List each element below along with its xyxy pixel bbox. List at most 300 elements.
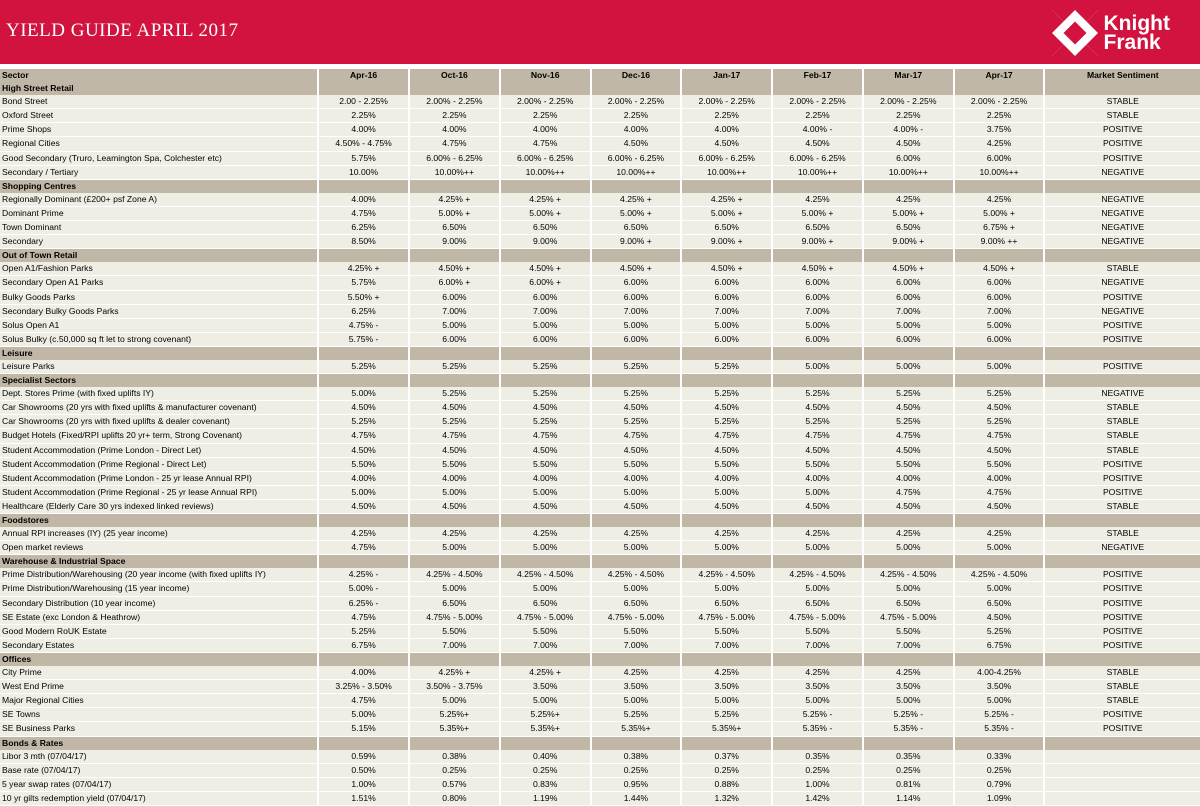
sector-name-cell: SE Business Parks bbox=[0, 722, 319, 735]
yield-cell: 5.25% bbox=[955, 415, 1046, 428]
yield-cell: 4.50% + bbox=[410, 262, 501, 275]
yield-cell: 4.25% + bbox=[501, 666, 592, 679]
section-cell bbox=[955, 347, 1046, 360]
yield-cell: 5.00% bbox=[864, 541, 955, 554]
section-cell bbox=[955, 514, 1046, 527]
header-banner bbox=[0, 0, 1200, 64]
yield-cell: 6.50% bbox=[682, 597, 773, 610]
table-row bbox=[0, 611, 1200, 625]
yield-cell: 10.00% bbox=[319, 166, 410, 179]
yield-cell: 5.25% - bbox=[955, 708, 1046, 721]
yield-cell: 0.25% bbox=[410, 764, 501, 777]
sentiment-cell: POSITIVE bbox=[1045, 472, 1200, 485]
yield-cell: 6.00% bbox=[410, 291, 501, 304]
sentiment-cell: STABLE bbox=[1045, 694, 1200, 707]
sector-name-cell: Base rate (07/04/17) bbox=[0, 764, 319, 777]
section-header-row bbox=[0, 374, 1200, 387]
table-row bbox=[0, 207, 1200, 221]
section-cell bbox=[864, 555, 955, 568]
column-header: Apr-16 bbox=[319, 69, 410, 82]
section-cell bbox=[319, 737, 410, 750]
table-row bbox=[0, 415, 1200, 429]
yield-cell: 6.00% bbox=[955, 333, 1046, 346]
yield-cell: 4.75% bbox=[319, 429, 410, 442]
section-cell bbox=[501, 514, 592, 527]
section-cell bbox=[773, 737, 864, 750]
yield-cell: 4.25% + bbox=[682, 193, 773, 206]
section-cell bbox=[682, 514, 773, 527]
sector-name-cell: Solus Bulky (c.50,000 sq ft let to strong covenant) bbox=[0, 333, 319, 346]
yield-cell: 6.00% bbox=[864, 291, 955, 304]
sector-name-cell: Budget Hotels (Fixed/RPI uplifts 20 yr+ term, Strong Covenant) bbox=[0, 429, 319, 442]
yield-cell: 6.00% bbox=[592, 291, 683, 304]
section-header-row bbox=[0, 653, 1200, 666]
yield-cell: 6.00% bbox=[682, 333, 773, 346]
section-cell bbox=[955, 555, 1046, 568]
yield-cell: 5.75% - bbox=[319, 333, 410, 346]
yield-cell: 4.50% bbox=[682, 500, 773, 513]
sector-name-cell: West End Prime bbox=[0, 680, 319, 693]
section-cell bbox=[410, 737, 501, 750]
yield-cell: 5.00% bbox=[682, 486, 773, 499]
yield-cell: 0.25% bbox=[955, 764, 1046, 777]
yield-cell: 9.00% + bbox=[592, 235, 683, 248]
column-header: Apr-17 bbox=[955, 69, 1046, 82]
yield-cell: 4.75% bbox=[955, 429, 1046, 442]
column-header: Mar-17 bbox=[864, 69, 955, 82]
section-cell bbox=[955, 737, 1046, 750]
sector-name-cell: Secondary Estates bbox=[0, 639, 319, 652]
table-row bbox=[0, 444, 1200, 458]
yield-cell: 2.25% bbox=[773, 109, 864, 122]
yield-cell: 4.50% bbox=[682, 137, 773, 150]
sentiment-cell: POSITIVE bbox=[1045, 123, 1200, 136]
yield-cell: 6.50% bbox=[864, 597, 955, 610]
sentiment-cell: POSITIVE bbox=[1045, 360, 1200, 373]
yield-cell: 3.25% - 3.50% bbox=[319, 680, 410, 693]
yield-cell: 10.00%++ bbox=[864, 166, 955, 179]
table-row bbox=[0, 429, 1200, 443]
yield-cell: 1.32% bbox=[682, 792, 773, 805]
yield-cell: 2.25% bbox=[592, 109, 683, 122]
yield-cell: 0.35% bbox=[773, 750, 864, 763]
yield-cell: 0.25% bbox=[501, 764, 592, 777]
table-row bbox=[0, 750, 1200, 764]
section-cell bbox=[592, 514, 683, 527]
yield-cell: 5.00% bbox=[864, 694, 955, 707]
sentiment-cell bbox=[1045, 792, 1200, 805]
section-cell bbox=[501, 737, 592, 750]
yield-cell: 4.50% bbox=[864, 500, 955, 513]
section-title: Shopping Centres bbox=[0, 180, 319, 193]
yield-cell: 7.00% bbox=[773, 639, 864, 652]
section-cell bbox=[592, 82, 683, 95]
yield-cell: 5.00% bbox=[682, 582, 773, 595]
section-header-row bbox=[0, 82, 1200, 95]
yield-cell: 5.25% bbox=[773, 415, 864, 428]
yield-cell: 6.00% bbox=[682, 276, 773, 289]
section-header-row bbox=[0, 514, 1200, 527]
yield-cell: 0.50% bbox=[319, 764, 410, 777]
section-cell bbox=[319, 347, 410, 360]
yield-cell: 4.25% - 4.50% bbox=[682, 568, 773, 581]
yield-cell: 4.75% - bbox=[319, 319, 410, 332]
section-cell bbox=[592, 737, 683, 750]
table-row bbox=[0, 680, 1200, 694]
section-title: High Street Retail bbox=[0, 82, 319, 95]
section-cell bbox=[682, 347, 773, 360]
yield-cell: 1.09% bbox=[955, 792, 1046, 805]
section-cell bbox=[319, 180, 410, 193]
yield-cell: 4.25% bbox=[410, 527, 501, 540]
yield-cell: 5.00% bbox=[773, 319, 864, 332]
yield-cell: 2.00% - 2.25% bbox=[592, 95, 683, 108]
yield-cell: 2.25% bbox=[955, 109, 1046, 122]
yield-cell: 9.00% bbox=[410, 235, 501, 248]
yield-cell: 5.50% bbox=[319, 458, 410, 471]
yield-cell: 7.00% bbox=[864, 305, 955, 318]
section-cell bbox=[501, 653, 592, 666]
yield-cell: 5.25% bbox=[682, 387, 773, 400]
yield-cell: 10.00%++ bbox=[773, 166, 864, 179]
sentiment-cell: STABLE bbox=[1045, 680, 1200, 693]
yield-cell: 4.50% bbox=[592, 401, 683, 414]
yield-cell: 3.50% bbox=[592, 680, 683, 693]
yield-cell: 5.00% bbox=[501, 541, 592, 554]
yield-cell: 4.00% bbox=[319, 666, 410, 679]
table-row bbox=[0, 582, 1200, 596]
yield-cell: 5.25% bbox=[592, 415, 683, 428]
yield-cell: 5.00% bbox=[773, 694, 864, 707]
section-cell bbox=[592, 555, 683, 568]
yield-cell: 4.25% - 4.50% bbox=[864, 568, 955, 581]
table-row bbox=[0, 221, 1200, 235]
yield-cell: 6.50% bbox=[501, 221, 592, 234]
page-title: YIELD GUIDE APRIL 2017 bbox=[6, 20, 239, 41]
sentiment-cell: NEGATIVE bbox=[1045, 193, 1200, 206]
yield-cell: 9.00% ++ bbox=[955, 235, 1046, 248]
yield-cell: 6.00% bbox=[864, 276, 955, 289]
yield-cell: 5.25% bbox=[955, 387, 1046, 400]
sentiment-cell bbox=[1045, 778, 1200, 791]
yield-cell: 4.00% - bbox=[773, 123, 864, 136]
yield-cell: 10.00%++ bbox=[501, 166, 592, 179]
yield-cell: 6.00% - 6.25% bbox=[501, 152, 592, 165]
yield-cell: 4.25% bbox=[773, 666, 864, 679]
yield-cell: 5.00% bbox=[410, 541, 501, 554]
yield-cell: 5.25% bbox=[410, 360, 501, 373]
section-cell bbox=[410, 374, 501, 387]
yield-cell: 0.38% bbox=[410, 750, 501, 763]
yield-cell: 4.00% bbox=[592, 123, 683, 136]
yield-cell: 4.25% + bbox=[592, 193, 683, 206]
section-cell bbox=[864, 653, 955, 666]
yield-cell: 5.00% bbox=[592, 582, 683, 595]
yield-cell: 5.50% bbox=[592, 458, 683, 471]
sentiment-cell bbox=[1045, 764, 1200, 777]
yield-cell: 4.75% bbox=[501, 429, 592, 442]
yield-cell: 4.00% bbox=[773, 472, 864, 485]
yield-cell: 5.00% bbox=[319, 708, 410, 721]
sentiment-cell: STABLE bbox=[1045, 262, 1200, 275]
section-header-row bbox=[0, 555, 1200, 568]
section-title: Warehouse & Industrial Space bbox=[0, 555, 319, 568]
yield-cell: 5.00% bbox=[955, 541, 1046, 554]
yield-cell: 4.25% + bbox=[410, 193, 501, 206]
yield-cell: 4.50% + bbox=[592, 262, 683, 275]
yield-cell: 0.25% bbox=[682, 764, 773, 777]
yield-cell: 9.00% + bbox=[864, 235, 955, 248]
yield-cell: 5.00% bbox=[501, 694, 592, 707]
yield-cell: 5.00% bbox=[864, 319, 955, 332]
yield-cell: 2.25% bbox=[682, 109, 773, 122]
section-cell bbox=[773, 249, 864, 262]
section-cell bbox=[773, 653, 864, 666]
yield-cell: 3.50% bbox=[501, 680, 592, 693]
sector-name-cell: Open market reviews bbox=[0, 541, 319, 554]
yield-cell: 5.50% bbox=[501, 625, 592, 638]
section-cell bbox=[410, 82, 501, 95]
yield-cell: 5.00% + bbox=[410, 207, 501, 220]
section-cell bbox=[955, 653, 1046, 666]
yield-cell: 4.50% bbox=[319, 500, 410, 513]
section-cell bbox=[501, 180, 592, 193]
yield-cell: 4.75% bbox=[410, 429, 501, 442]
yield-cell: 7.00% bbox=[501, 305, 592, 318]
yield-cell: 7.00% bbox=[410, 639, 501, 652]
table-row bbox=[0, 639, 1200, 653]
yield-cell: 4.50% bbox=[410, 401, 501, 414]
section-header-row bbox=[0, 737, 1200, 750]
yield-cell: 5.75% bbox=[319, 152, 410, 165]
table-row bbox=[0, 123, 1200, 137]
yield-cell: 5.15% bbox=[319, 722, 410, 735]
table-row bbox=[0, 500, 1200, 514]
sentiment-cell: STABLE bbox=[1045, 95, 1200, 108]
yield-cell: 5.50% bbox=[410, 625, 501, 638]
section-header-row bbox=[0, 347, 1200, 360]
yield-cell: 4.75% bbox=[682, 429, 773, 442]
section-cell bbox=[319, 249, 410, 262]
yield-cell: 4.25% + bbox=[410, 666, 501, 679]
brand-line-2: Frank bbox=[1103, 31, 1161, 54]
yield-cell: 6.00% - 6.25% bbox=[773, 152, 864, 165]
sector-name-cell: Dominant Prime bbox=[0, 207, 319, 220]
yield-cell: 4.50% bbox=[682, 401, 773, 414]
yield-cell: 8.50% bbox=[319, 235, 410, 248]
yield-cell: 5.25% bbox=[955, 625, 1046, 638]
section-header-row bbox=[0, 249, 1200, 262]
yield-cell: 5.35% - bbox=[773, 722, 864, 735]
sentiment-cell: POSITIVE bbox=[1045, 152, 1200, 165]
yield-cell: 2.25% bbox=[501, 109, 592, 122]
sentiment-cell: POSITIVE bbox=[1045, 625, 1200, 638]
yield-cell: 5.25%+ bbox=[501, 708, 592, 721]
yield-cell: 10.00%++ bbox=[592, 166, 683, 179]
section-cell bbox=[592, 347, 683, 360]
yield-cell: 6.00% bbox=[682, 291, 773, 304]
yield-cell: 5.25% bbox=[592, 360, 683, 373]
section-cell bbox=[592, 374, 683, 387]
section-cell bbox=[864, 249, 955, 262]
yield-cell: 2.00% - 2.25% bbox=[955, 95, 1046, 108]
yield-cell: 6.50% bbox=[773, 597, 864, 610]
sentiment-cell: POSITIVE bbox=[1045, 597, 1200, 610]
yield-cell: 5.00% + bbox=[955, 207, 1046, 220]
yield-cell: 4.00% bbox=[410, 123, 501, 136]
table-row bbox=[0, 262, 1200, 276]
yield-cell: 4.00% bbox=[501, 472, 592, 485]
yield-cell: 4.75% - 5.00% bbox=[592, 611, 683, 624]
yield-cell: 3.50% bbox=[955, 680, 1046, 693]
yield-cell: 6.50% bbox=[682, 221, 773, 234]
column-header: Market Sentiment bbox=[1045, 69, 1200, 82]
yield-cell: 5.25% - bbox=[864, 708, 955, 721]
yield-cell: 4.50% bbox=[955, 401, 1046, 414]
sentiment-cell: POSITIVE bbox=[1045, 722, 1200, 735]
yield-cell: 4.50% + bbox=[955, 262, 1046, 275]
table-row bbox=[0, 276, 1200, 290]
section-cell bbox=[1045, 514, 1200, 527]
yield-cell: 6.00% - 6.25% bbox=[682, 152, 773, 165]
sector-name-cell: Secondary Bulky Goods Parks bbox=[0, 305, 319, 318]
yield-cell: 4.75% bbox=[592, 429, 683, 442]
column-header: Nov-16 bbox=[501, 69, 592, 82]
table-row bbox=[0, 137, 1200, 151]
yield-cell: 4.25% bbox=[773, 527, 864, 540]
section-title: Leisure bbox=[0, 347, 319, 360]
sentiment-cell: NEGATIVE bbox=[1045, 541, 1200, 554]
yield-cell: 5.25% bbox=[410, 387, 501, 400]
yield-cell: 4.75% - 5.00% bbox=[501, 611, 592, 624]
sentiment-cell: POSITIVE bbox=[1045, 291, 1200, 304]
sentiment-cell: STABLE bbox=[1045, 415, 1200, 428]
yield-cell: 4.25% - 4.50% bbox=[955, 568, 1046, 581]
yield-cell: 5.00% + bbox=[501, 207, 592, 220]
yield-cell: 5.00% + bbox=[773, 207, 864, 220]
yield-cell: 6.00% bbox=[773, 291, 864, 304]
yield-cell: 4.50% bbox=[501, 444, 592, 457]
yield-cell: 2.00% - 2.25% bbox=[682, 95, 773, 108]
section-title: Offices bbox=[0, 653, 319, 666]
yield-cell: 4.75% bbox=[955, 486, 1046, 499]
section-cell bbox=[319, 653, 410, 666]
yield-cell: 5.25% bbox=[864, 415, 955, 428]
yield-cell: 6.00% bbox=[864, 152, 955, 165]
section-cell bbox=[501, 347, 592, 360]
yield-cell: 4.25% bbox=[955, 193, 1046, 206]
sector-name-cell: Student Accommodation (Prime Regional - 25 yr lease Annual RPI) bbox=[0, 486, 319, 499]
section-cell bbox=[501, 374, 592, 387]
table-row bbox=[0, 291, 1200, 305]
yield-cell: 4.50% bbox=[501, 500, 592, 513]
yield-cell: 4.50% bbox=[955, 611, 1046, 624]
sentiment-cell: POSITIVE bbox=[1045, 708, 1200, 721]
yield-cell: 10.00%++ bbox=[682, 166, 773, 179]
yield-cell: 0.80% bbox=[410, 792, 501, 805]
yield-cell: 4.25% bbox=[319, 527, 410, 540]
section-cell bbox=[410, 653, 501, 666]
yield-cell: 0.35% bbox=[864, 750, 955, 763]
yield-cell: 6.00% bbox=[864, 333, 955, 346]
yield-cell: 5.00% bbox=[501, 486, 592, 499]
yield-cell: 5.50% bbox=[501, 458, 592, 471]
sentiment-cell: NEGATIVE bbox=[1045, 387, 1200, 400]
yield-cell: 5.00% bbox=[864, 360, 955, 373]
yield-cell: 6.75% bbox=[955, 639, 1046, 652]
yield-cell: 6.00% + bbox=[410, 276, 501, 289]
column-header: Dec-16 bbox=[592, 69, 683, 82]
section-cell bbox=[319, 555, 410, 568]
yield-cell: 5.00% bbox=[955, 694, 1046, 707]
yield-cell: 5.00% bbox=[955, 582, 1046, 595]
yield-cell: 5.00% bbox=[955, 319, 1046, 332]
section-cell bbox=[773, 374, 864, 387]
yield-cell: 5.50% bbox=[864, 625, 955, 638]
yield-cell: 7.00% bbox=[955, 305, 1046, 318]
table-row bbox=[0, 305, 1200, 319]
section-cell bbox=[501, 249, 592, 262]
sector-name-cell: 5 year swap rates (07/04/17) bbox=[0, 778, 319, 791]
yield-cell: 3.75% bbox=[955, 123, 1046, 136]
table-row bbox=[0, 458, 1200, 472]
sentiment-cell: NEGATIVE bbox=[1045, 235, 1200, 248]
yield-cell: 5.25% bbox=[319, 415, 410, 428]
yield-cell: 6.00% + bbox=[501, 276, 592, 289]
yield-cell: 5.75% bbox=[319, 276, 410, 289]
table-row bbox=[0, 486, 1200, 500]
sector-name-cell: SE Towns bbox=[0, 708, 319, 721]
yield-cell: 5.25% bbox=[501, 360, 592, 373]
yield-cell: 5.25% bbox=[682, 360, 773, 373]
yield-cell: 4.50% bbox=[592, 137, 683, 150]
yield-cell: 0.37% bbox=[682, 750, 773, 763]
yield-cell: 0.33% bbox=[955, 750, 1046, 763]
yield-cell: 5.25% bbox=[410, 415, 501, 428]
table-row bbox=[0, 166, 1200, 180]
sector-name-cell: Car Showrooms (20 yrs with fixed uplifts & manufacturer covenant) bbox=[0, 401, 319, 414]
yield-cell: 5.00% - bbox=[319, 582, 410, 595]
section-cell bbox=[1045, 653, 1200, 666]
yield-cell: 7.00% bbox=[773, 305, 864, 318]
section-cell bbox=[501, 82, 592, 95]
sentiment-cell: NEGATIVE bbox=[1045, 221, 1200, 234]
yield-cell: 4.50% bbox=[319, 401, 410, 414]
yield-table bbox=[0, 69, 1200, 806]
yield-cell: 5.25% bbox=[501, 415, 592, 428]
yield-cell: 6.00% bbox=[501, 333, 592, 346]
yield-cell: 5.50% + bbox=[319, 291, 410, 304]
yield-cell: 4.50% bbox=[501, 401, 592, 414]
section-cell bbox=[410, 347, 501, 360]
yield-cell: 4.25% + bbox=[501, 193, 592, 206]
yield-cell: 2.00% - 2.25% bbox=[864, 95, 955, 108]
table-row bbox=[0, 694, 1200, 708]
section-cell bbox=[410, 249, 501, 262]
yield-cell: 5.00% bbox=[773, 541, 864, 554]
yield-cell: 5.00% bbox=[410, 582, 501, 595]
brand-logo bbox=[1052, 10, 1170, 56]
yield-cell: 4.75% bbox=[319, 694, 410, 707]
sector-name-cell: Healthcare (Elderly Care 30 yrs indexed linked reviews) bbox=[0, 500, 319, 513]
yield-cell: 5.50% bbox=[682, 625, 773, 638]
sentiment-cell: NEGATIVE bbox=[1045, 207, 1200, 220]
section-cell bbox=[682, 555, 773, 568]
section-cell bbox=[864, 514, 955, 527]
sector-name-cell: Libor 3 mth (07/04/17) bbox=[0, 750, 319, 763]
table-row bbox=[0, 387, 1200, 401]
yield-cell: 5.00% + bbox=[682, 207, 773, 220]
